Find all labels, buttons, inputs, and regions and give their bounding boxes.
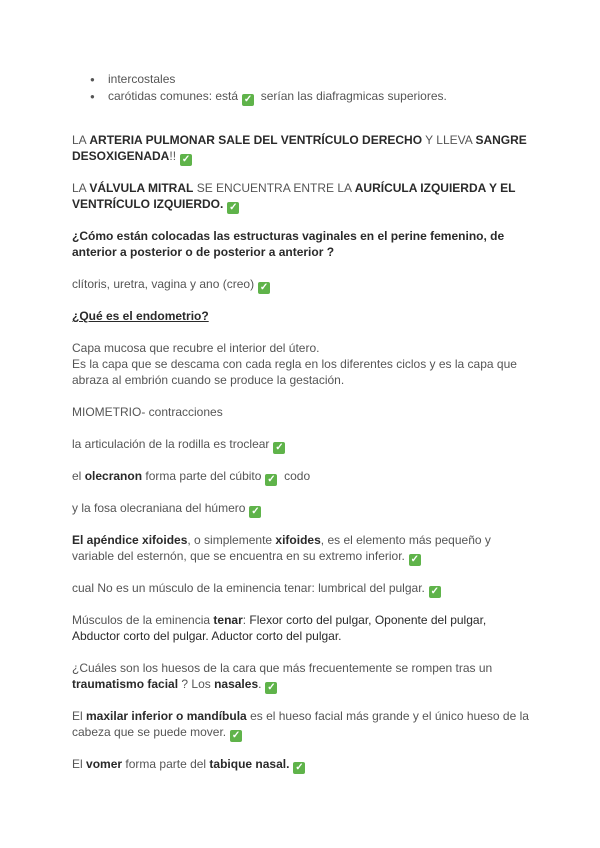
check-icon: ✓ <box>275 442 284 453</box>
list-item <box>90 88 447 106</box>
text-span: serían las diafragmicas superiores. <box>260 89 447 103</box>
text-span: El <box>72 757 87 771</box>
text-span: tabique nasal. <box>209 757 290 771</box>
text-span: es el hueso facial más grande y el único hueso de la cabeza que se puede mover. <box>72 709 529 739</box>
text-span: : <box>242 613 250 627</box>
text-span: Es la capa que se descama con cada regla en los diferentes ciclos y es la capa que abraza al embrión cuando se produce la gestación. <box>72 357 517 387</box>
paragraph-vomer <box>72 756 532 774</box>
text-span: AURÍCULA IZQUIERDA Y EL VENTRÍCULO IZQUIERDO. <box>72 181 516 211</box>
paragraph-maxilar <box>72 708 532 742</box>
tenar-question-line <box>72 580 532 598</box>
text-span: ? Los <box>178 677 215 691</box>
text-span: forma parte del <box>122 757 210 771</box>
text-span: y la fosa olecraniana del húmero <box>72 501 246 515</box>
list-item <box>90 71 447 88</box>
check-icon: ✓ <box>243 94 253 105</box>
check-icon: ✓ <box>229 202 238 213</box>
text-span: nasales <box>214 677 259 691</box>
paragraph-xifoides <box>72 532 532 566</box>
text-span: intercostales <box>108 72 176 86</box>
text-span: El <box>72 709 87 723</box>
question-perine <box>72 228 532 260</box>
text-span: maxilar inferior o mandíbula <box>86 709 247 723</box>
text-span: , es el elemento más pequeño y variable del esternón, que se encuentra en su extremo inferior. <box>72 533 491 563</box>
text-span: vomer <box>86 757 123 771</box>
text-span: VÁLVULA MITRAL <box>89 181 194 195</box>
paragraph-arteria-pulmonar <box>72 132 532 166</box>
paragraph-tenar <box>72 612 532 644</box>
text-span: LA <box>72 133 90 147</box>
paragraph-huesos-cara <box>72 660 532 694</box>
check-icon: ✓ <box>231 730 241 741</box>
text-span: clítoris, uretra, vagina y ano (creo) <box>72 277 255 291</box>
answer-endometrio <box>72 340 532 388</box>
text-span: , o simplemente <box>187 533 276 547</box>
text-span: Flexor corto del pulgar, Oponente del pulgar, Abductor corto del pulgar. Aductor corto del pulgar. <box>72 613 487 643</box>
check-icon: ✓ <box>267 682 276 693</box>
text-span: el <box>72 469 85 483</box>
question-endometrio <box>72 308 532 324</box>
check-icon: ✓ <box>181 154 191 165</box>
text-span: cual No es un músculo de la eminencia tenar: lumbrical del pulgar. <box>72 581 425 595</box>
text-span: la articulación de la rodilla es troclear <box>72 437 270 451</box>
fosa-line <box>72 500 532 518</box>
text-span: carótidas comunes: está <box>108 89 239 103</box>
rodilla-line <box>72 436 532 454</box>
text-span: codo <box>284 469 311 483</box>
text-span: ¿Cómo están colocadas las estructuras vaginales en el perine femenino, de anterior a posterior o de posterior a anterior ? <box>72 229 505 259</box>
text-span: MIOMETRIO- contracciones <box>72 405 223 419</box>
text-span: SANGRE DESOXIGENADA <box>72 133 527 163</box>
answer-perine <box>72 276 532 294</box>
text-span: traumatismo facial <box>72 677 179 691</box>
text-span: LA <box>72 181 90 195</box>
text-span: olecranon <box>84 469 143 483</box>
text-span: . <box>258 677 262 691</box>
text-span: forma parte del cúbito <box>142 469 262 483</box>
text-span: tenar <box>213 613 243 627</box>
text-span: xifoides <box>275 533 321 547</box>
olecranon-line <box>72 468 532 486</box>
text-span: Capa mucosa que recubre el interior del útero. <box>72 341 320 355</box>
check-icon: ✓ <box>251 506 260 517</box>
text-span: El apéndice xifoides <box>72 533 188 547</box>
text-span: !! <box>169 149 177 163</box>
text-span: ¿Qué es el endometrio? <box>72 309 209 323</box>
check-icon: ✓ <box>267 474 276 485</box>
check-icon: ✓ <box>430 586 440 597</box>
bullet-list <box>90 71 447 106</box>
check-icon: ✓ <box>259 282 269 293</box>
text-span: ¿Cuáles son los huesos de la cara que más frecuentemente se rompen tras un <box>72 661 493 675</box>
paragraph-valvula-mitral <box>72 180 532 214</box>
text-span: ARTERIA PULMONAR SALE DEL VENTRÍCULO DERECHO <box>89 133 423 147</box>
check-icon: ✓ <box>410 554 420 565</box>
check-icon: ✓ <box>295 762 304 773</box>
miometrio-line <box>72 404 532 420</box>
text-span: Y LLEVA <box>422 133 476 147</box>
text-span: Músculos de la eminencia <box>72 613 214 627</box>
text-span: SE ENCUENTRA ENTRE LA <box>193 181 355 195</box>
